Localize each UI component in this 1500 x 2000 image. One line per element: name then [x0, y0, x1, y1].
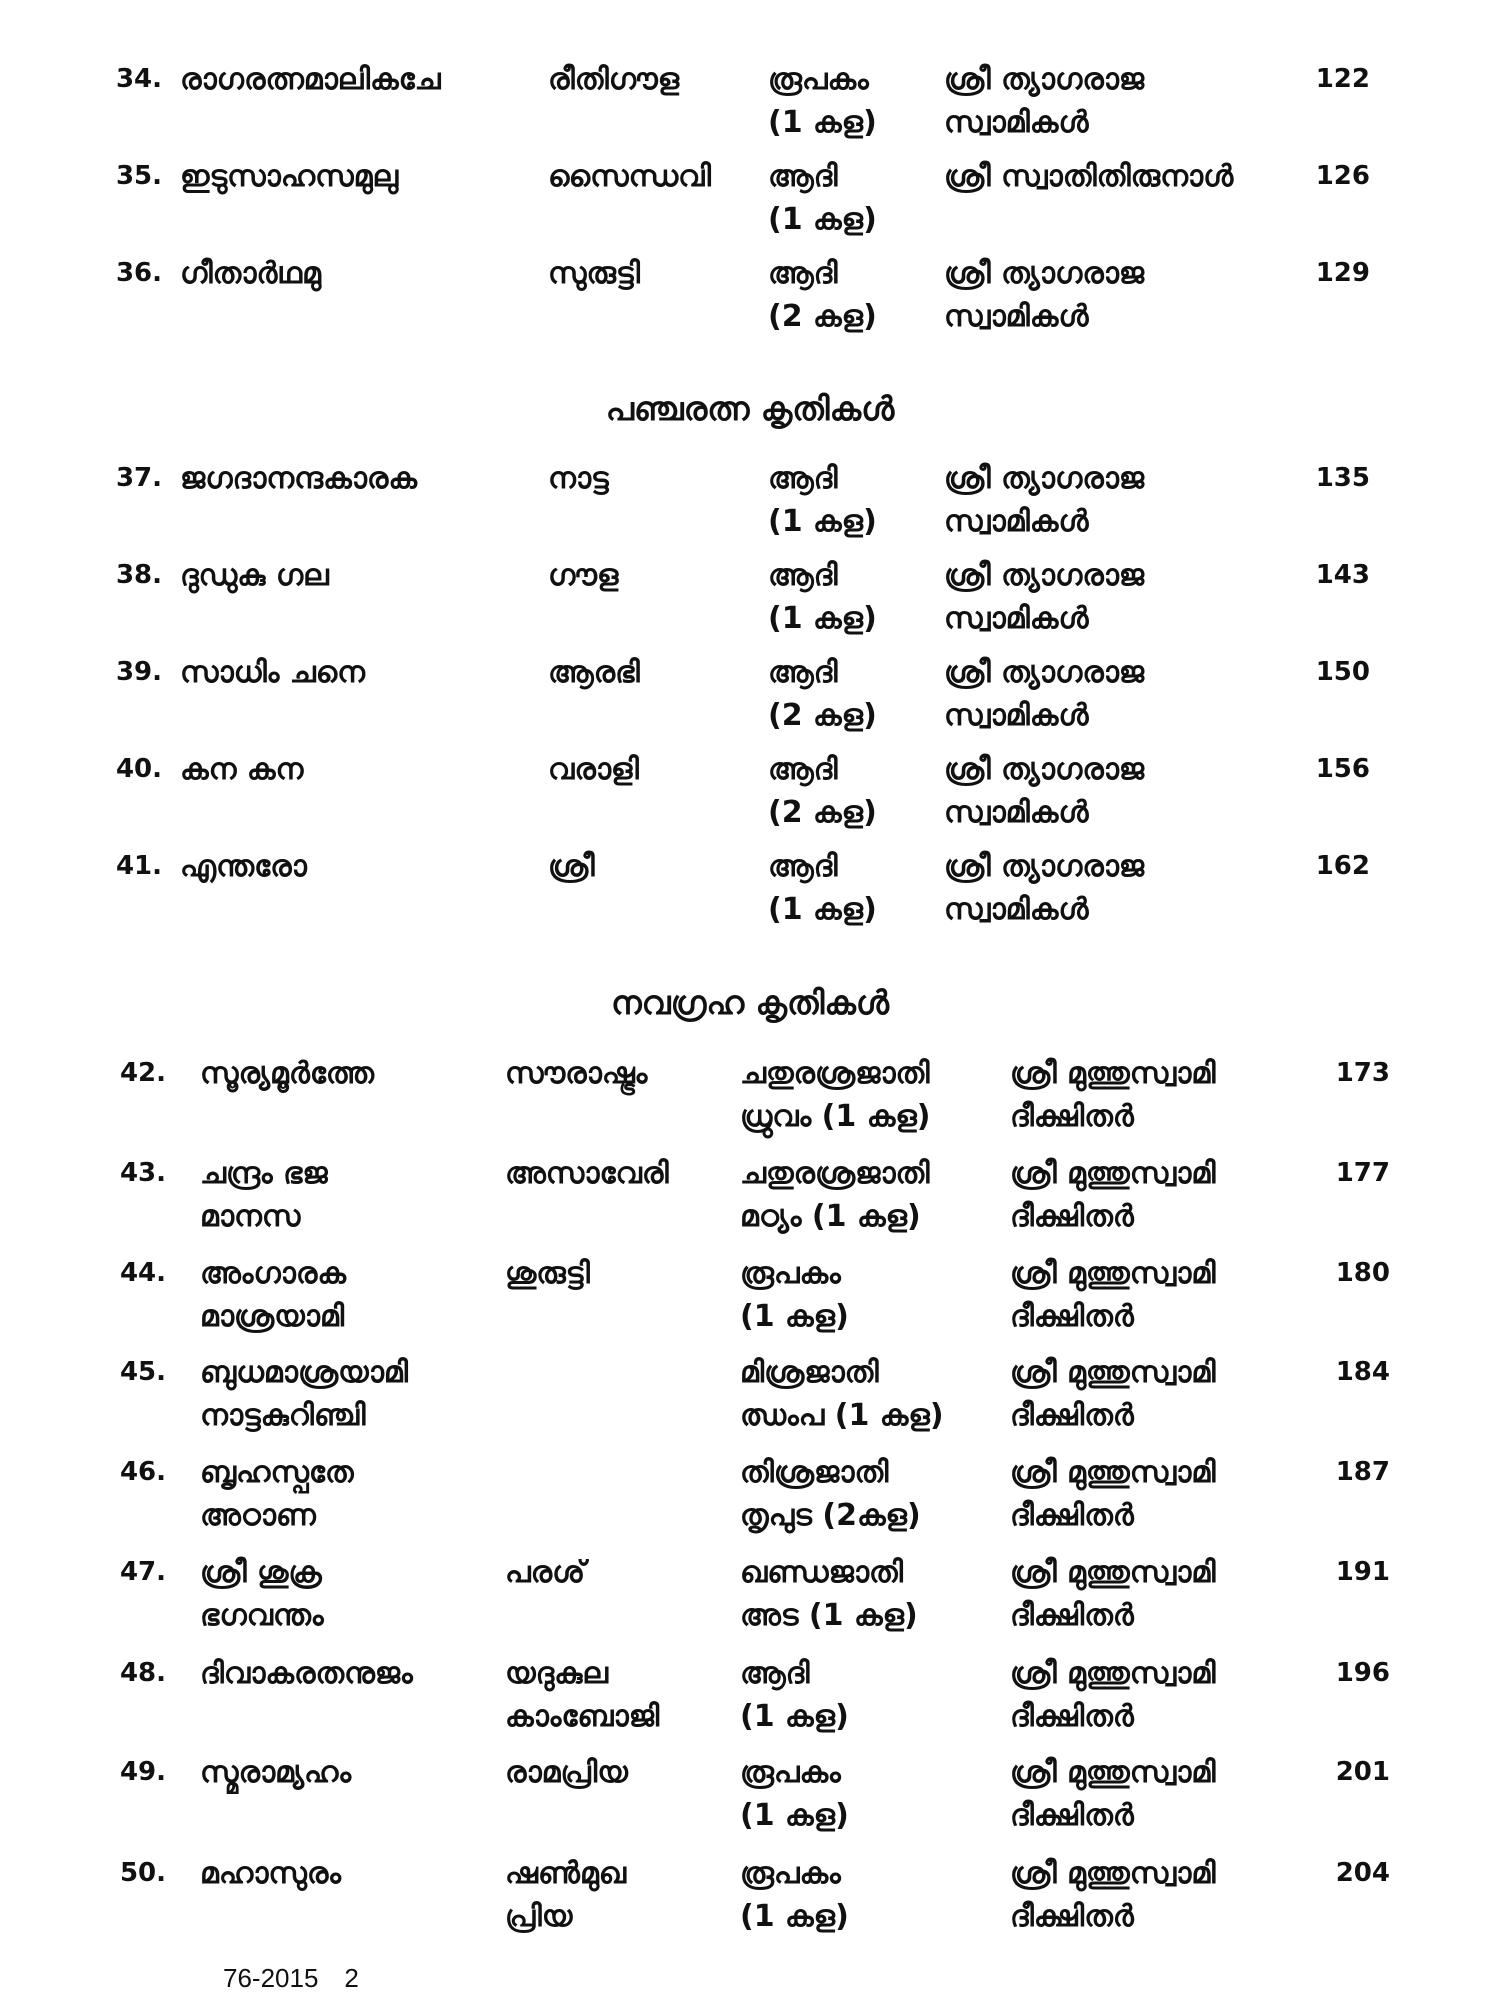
raga-name — [548, 748, 639, 791]
raga-name-line: ഷൺമുഖ — [505, 1856, 627, 1891]
table-row — [0, 252, 1500, 344]
tala-name-line: (1 കള) — [768, 202, 877, 237]
tala-name-line: (1 കള) — [768, 504, 877, 539]
composer-name-line: ശ്രീ മുത്തുസ്വാമി — [1010, 1856, 1216, 1891]
raga-name — [548, 252, 640, 295]
kriti-title — [200, 1551, 324, 1637]
composer-name — [944, 252, 1144, 338]
composer-name-line: ശ്രീ മുത്തുസ്വാമി — [1010, 1355, 1216, 1390]
composer-name-line: ദീക്ഷിതർ — [1010, 1798, 1134, 1833]
composer-name-line: ശ്രീ മുത്തുസ്വാമി — [1010, 1656, 1216, 1691]
page-number: 129 — [1315, 258, 1370, 288]
raga-name-line: നാട്ട — [548, 461, 609, 496]
composer-name — [944, 155, 1233, 198]
tala-name-line: രൂപകം — [740, 1256, 841, 1291]
row-number: 36. — [115, 258, 162, 288]
table-row — [0, 651, 1500, 743]
composer-name-line: ദീക്ഷിതർ — [1010, 1398, 1134, 1433]
kriti-title-line: രാഗരത്നമാലികചേ — [180, 62, 441, 97]
table-row — [0, 1351, 1500, 1443]
tala-name — [740, 1451, 921, 1537]
kriti-title-line: അംഗാരക — [200, 1256, 346, 1291]
tala-name — [768, 155, 877, 241]
tala-name-line: ആദി — [768, 849, 838, 884]
composer-name — [1010, 1351, 1216, 1437]
composer-name-line: ശ്രീ സ്വാതിതിരുനാൾ — [944, 159, 1234, 194]
tala-name-line: (2 കള) — [768, 795, 877, 830]
composer-name — [1010, 1451, 1216, 1537]
page-number: 122 — [1315, 64, 1370, 94]
kriti-title-line: ബൃഹസ്പതേ — [200, 1455, 354, 1490]
raga-name-line: ഗൗള — [548, 558, 619, 593]
row-number: 40. — [115, 754, 162, 784]
kriti-title — [200, 1052, 374, 1095]
composer-name — [1010, 1551, 1216, 1637]
composer-name-line: സ്വാമികൾ — [944, 698, 1089, 733]
raga-name — [505, 1551, 585, 1594]
composer-name-line: ദീക്ഷിതർ — [1010, 1498, 1134, 1533]
raga-name — [548, 155, 711, 198]
tala-name — [740, 1351, 944, 1437]
page-number: 184 — [1335, 1357, 1390, 1387]
table-row — [0, 1652, 1500, 1744]
kriti-title-line: ബുധമാശ്രയാമി — [200, 1355, 409, 1390]
composer-name — [944, 845, 1144, 931]
composer-name — [1010, 1252, 1216, 1338]
raga-name-line: ശുരുട്ടി — [505, 1256, 590, 1291]
kriti-title — [180, 252, 321, 295]
composer-name — [944, 58, 1144, 144]
page-number: 143 — [1315, 560, 1370, 590]
page-number: 187 — [1335, 1457, 1390, 1487]
kriti-title-line: ഇടുസാഹസമുലു — [180, 159, 399, 194]
kriti-title-line: മഹാസുരം — [200, 1856, 341, 1891]
composer-name — [944, 651, 1144, 737]
row-number: 41. — [115, 851, 162, 881]
tala-name-line: (1 കള) — [740, 1899, 849, 1934]
table-row — [0, 1852, 1500, 1944]
table-row — [0, 1451, 1500, 1543]
composer-name-line: ശ്രീ ത്യാഗരാജ — [944, 752, 1145, 787]
kriti-title — [200, 1652, 413, 1695]
tala-name — [768, 58, 877, 144]
table-row — [0, 457, 1500, 549]
composer-name — [944, 748, 1144, 834]
tala-name — [740, 1551, 918, 1637]
raga-name-line: രീതിഗൗള — [548, 62, 680, 97]
composer-name-line: ശ്രീ മുത്തുസ്വാമി — [1010, 1755, 1216, 1790]
composer-name-line: ശ്രീ മുത്തുസ്വാമി — [1010, 1156, 1216, 1191]
kriti-title-line: ചന്ദ്രം ഭജ — [200, 1156, 328, 1191]
raga-name-line: പ്രിയ — [505, 1899, 573, 1934]
tala-name-line: രൂപകം — [740, 1856, 841, 1891]
row-number: 34. — [115, 64, 162, 94]
tala-name — [740, 1152, 929, 1238]
page-number: 180 — [1335, 1258, 1390, 1288]
row-number: 46. — [119, 1457, 166, 1487]
kriti-title — [200, 1751, 351, 1794]
composer-name-line: ദീക്ഷിതർ — [1010, 1199, 1134, 1234]
composer-name-line: ശ്രീ ത്യാഗരാജ — [944, 461, 1145, 496]
raga-name-line: രാമപ്രിയ — [505, 1755, 628, 1790]
composer-name-line: ശ്രീ ത്യാഗരാജ — [944, 849, 1145, 884]
footer-sheet-number: 2 — [344, 1963, 359, 1993]
tala-name — [768, 845, 877, 931]
table-row — [0, 845, 1500, 937]
tala-name-line: (2 കള) — [768, 299, 877, 334]
tala-name-line: (1 കള) — [768, 892, 877, 927]
table-row — [0, 1751, 1500, 1843]
kriti-title — [180, 748, 303, 791]
kriti-title — [180, 845, 307, 888]
tala-name-line: ആദി — [768, 558, 838, 593]
raga-name-line: ആരഭി — [548, 655, 640, 690]
composer-name-line: സ്വാമികൾ — [944, 299, 1089, 334]
page-number: 201 — [1335, 1757, 1390, 1787]
composer-name-line: ശ്രീ ത്യാഗരാജ — [944, 558, 1145, 593]
composer-name — [944, 554, 1144, 640]
tala-name-line: രൂപകം — [740, 1755, 841, 1790]
tala-name-line: ആദി — [768, 461, 838, 496]
tala-name-line: ആദി — [768, 159, 838, 194]
kriti-title-line: മാനസ — [200, 1199, 301, 1234]
raga-name — [548, 651, 640, 694]
raga-name-line: വരാളി — [548, 752, 639, 787]
tala-name — [768, 748, 877, 834]
tala-name-line: (1 കള) — [768, 105, 877, 140]
composer-name-line: ശ്രീ മുത്തുസ്വാമി — [1010, 1455, 1216, 1490]
page-number: 191 — [1335, 1557, 1390, 1587]
tala-name-line: ആദി — [768, 256, 838, 291]
row-number: 49. — [119, 1757, 166, 1787]
tala-name-line: അട (1 കള) — [740, 1598, 918, 1633]
composer-name — [1010, 1852, 1216, 1938]
tala-name-line: (1 കള) — [768, 601, 877, 636]
page-number: 162 — [1315, 851, 1370, 881]
tala-name-line: തൃപുട (2കള) — [740, 1498, 921, 1533]
tala-name-line: ചതുരശ്രജാതി — [740, 1056, 930, 1091]
raga-name-line: സൗരാഷ്ട്രം — [505, 1056, 648, 1091]
kriti-title-line: ശ്രീ ശുക്ര — [200, 1555, 322, 1590]
composer-name-line: ശ്രീ മുത്തുസ്വാമി — [1010, 1256, 1216, 1291]
table-row — [0, 1252, 1500, 1344]
raga-name — [548, 58, 679, 101]
tala-name — [740, 1652, 849, 1738]
table-row — [0, 58, 1500, 150]
kriti-title — [180, 457, 417, 500]
tala-name — [768, 252, 877, 338]
row-number: 43. — [119, 1158, 166, 1188]
tala-name-line: (1 കള) — [740, 1299, 849, 1334]
page-number: 196 — [1335, 1658, 1390, 1688]
kriti-title-line: സ്മരാമ്യഹം — [200, 1755, 352, 1790]
composer-name-line: സ്വാമികൾ — [944, 105, 1089, 140]
kriti-title — [200, 1252, 346, 1338]
composer-name-line: ദീക്ഷിതർ — [1010, 1699, 1134, 1734]
composer-name — [1010, 1052, 1216, 1138]
table-row — [0, 1052, 1500, 1144]
raga-name — [548, 845, 595, 888]
composer-name — [1010, 1751, 1216, 1837]
page-number: 150 — [1315, 657, 1370, 687]
kriti-title — [180, 651, 365, 694]
tala-name-line: രൂപകം — [768, 62, 869, 97]
tala-name-line: ഖണ്ഡജാതി — [740, 1555, 903, 1590]
kriti-title — [180, 58, 441, 101]
raga-name — [505, 1852, 626, 1938]
row-number: 50. — [119, 1858, 166, 1888]
row-number: 38. — [115, 560, 162, 590]
kriti-title — [200, 1351, 408, 1437]
composer-name — [1010, 1652, 1216, 1738]
composer-name-line: ദീക്ഷിതർ — [1010, 1899, 1134, 1934]
tala-name-line: ആദി — [740, 1656, 810, 1691]
composer-name-line: ശ്രീ ത്യാഗരാജ — [944, 62, 1145, 97]
page-number: 177 — [1335, 1158, 1390, 1188]
row-number: 35. — [115, 161, 162, 191]
kriti-title-line: ഭഗവന്തം — [200, 1598, 324, 1633]
footer-code: 76-2015 — [223, 1963, 319, 1993]
table-row — [0, 1152, 1500, 1244]
composer-name-line: ശ്രീ ത്യാഗരാജ — [944, 256, 1145, 291]
composer-name-line: സ്വാമികൾ — [944, 795, 1089, 830]
composer-name-line: ശ്രീ ത്യാഗരാജ — [944, 655, 1145, 690]
tala-name-line: മിശ്രജാതി — [740, 1355, 879, 1390]
tala-name — [740, 1751, 849, 1837]
row-number: 47. — [119, 1557, 166, 1587]
kriti-title-line: അഠാണ — [200, 1498, 316, 1533]
tala-name-line: ആദി — [768, 752, 838, 787]
page-number: 173 — [1335, 1058, 1390, 1088]
tala-name-line: ചതുരശ്രജാതി — [740, 1156, 930, 1191]
tala-name-line: തിശ്രജാതി — [740, 1455, 889, 1490]
tala-name-line: ഝംപ (1 കള) — [740, 1398, 944, 1433]
tala-name-line: (1 കള) — [740, 1699, 849, 1734]
composer-name-line: സ്വാമികൾ — [944, 892, 1089, 927]
raga-name — [505, 1152, 669, 1195]
composer-name-line: സ്വാമികൾ — [944, 601, 1089, 636]
kriti-title — [200, 1451, 354, 1537]
composer-name-line: ദീക്ഷിതർ — [1010, 1598, 1134, 1633]
raga-name — [505, 1652, 659, 1738]
section-heading-navagraha: നവഗ്രഹ കൃതികൾ — [611, 983, 889, 1022]
page-number: 135 — [1315, 463, 1370, 493]
kriti-title-line: എന്തരോ — [180, 849, 307, 884]
raga-name — [548, 554, 618, 597]
table-row — [0, 1551, 1500, 1643]
table-row — [0, 748, 1500, 840]
raga-name — [505, 1252, 590, 1295]
tala-name-line: ആദി — [768, 655, 838, 690]
row-number: 45. — [119, 1357, 166, 1387]
kriti-title-line: മാശ്രയാമി — [200, 1299, 345, 1334]
tala-name-line: (1 കള) — [740, 1798, 849, 1833]
composer-name-line: ശ്രീ മുത്തുസ്വാമി — [1010, 1056, 1216, 1091]
composer-name — [1010, 1152, 1216, 1238]
row-number: 48. — [119, 1658, 166, 1688]
tala-name — [740, 1852, 849, 1938]
page-number: 126 — [1315, 161, 1370, 191]
tala-name — [740, 1252, 849, 1338]
row-number: 37. — [115, 463, 162, 493]
tala-name — [740, 1052, 930, 1138]
tala-name — [768, 651, 877, 737]
tala-name-line: ധ്രുവം (1 കള) — [740, 1099, 931, 1134]
page-number: 156 — [1315, 754, 1370, 784]
kriti-title-line: ദിവാകരതനുജം — [200, 1656, 413, 1691]
kriti-title — [180, 155, 398, 198]
tala-name — [768, 554, 877, 640]
kriti-title-line: സൂര്യമൂർത്തേ — [200, 1056, 375, 1091]
raga-name-line: ശ്രീ — [548, 849, 595, 884]
raga-name-line: അസാവേരി — [505, 1156, 669, 1191]
composer-name — [944, 457, 1144, 543]
page-number: 204 — [1335, 1858, 1390, 1888]
kriti-title-line: ജഗദാനന്ദകാരക — [180, 461, 417, 496]
composer-name-line: ദീക്ഷിതർ — [1010, 1099, 1134, 1134]
raga-name — [548, 457, 609, 500]
page-footer — [223, 1963, 385, 1994]
kriti-title — [200, 1852, 341, 1895]
tala-name-line: (2 കള) — [768, 698, 877, 733]
raga-name — [505, 1052, 647, 1095]
kriti-title-line: സാധിം ചനെ — [180, 655, 366, 690]
kriti-title-line: ഗീതാർഥമു — [180, 256, 321, 291]
row-number: 39. — [115, 657, 162, 687]
kriti-title-line: ദുഡുകു ഗല — [180, 558, 329, 593]
kriti-title — [180, 554, 329, 597]
raga-name — [505, 1751, 628, 1794]
section-heading-pancharatna: പഞ്ചരത്ന കൃതികൾ — [605, 389, 895, 428]
row-number: 42. — [119, 1058, 166, 1088]
tala-name — [768, 457, 877, 543]
raga-name-line: സൈന്ധവി — [548, 159, 711, 194]
raga-name-line: പരശ് — [505, 1555, 586, 1590]
kriti-title — [200, 1152, 328, 1238]
composer-name-line: ദീക്ഷിതർ — [1010, 1299, 1134, 1334]
row-number: 44. — [119, 1258, 166, 1288]
tala-name-line: മഠ്യം (1 കള) — [740, 1199, 921, 1234]
raga-name-line: സുരുട്ടി — [548, 256, 641, 291]
composer-name-line: ശ്രീ മുത്തുസ്വാമി — [1010, 1555, 1216, 1590]
table-row — [0, 155, 1500, 247]
table-row — [0, 554, 1500, 646]
composer-name-line: സ്വാമികൾ — [944, 504, 1089, 539]
raga-name-line: കാംബോജി — [505, 1699, 660, 1734]
raga-name-line: യദുകുല — [505, 1656, 609, 1691]
kriti-title-line: കന കന — [180, 752, 304, 787]
kriti-title-line: നാട്ടകുറിഞ്ചി — [200, 1398, 366, 1433]
